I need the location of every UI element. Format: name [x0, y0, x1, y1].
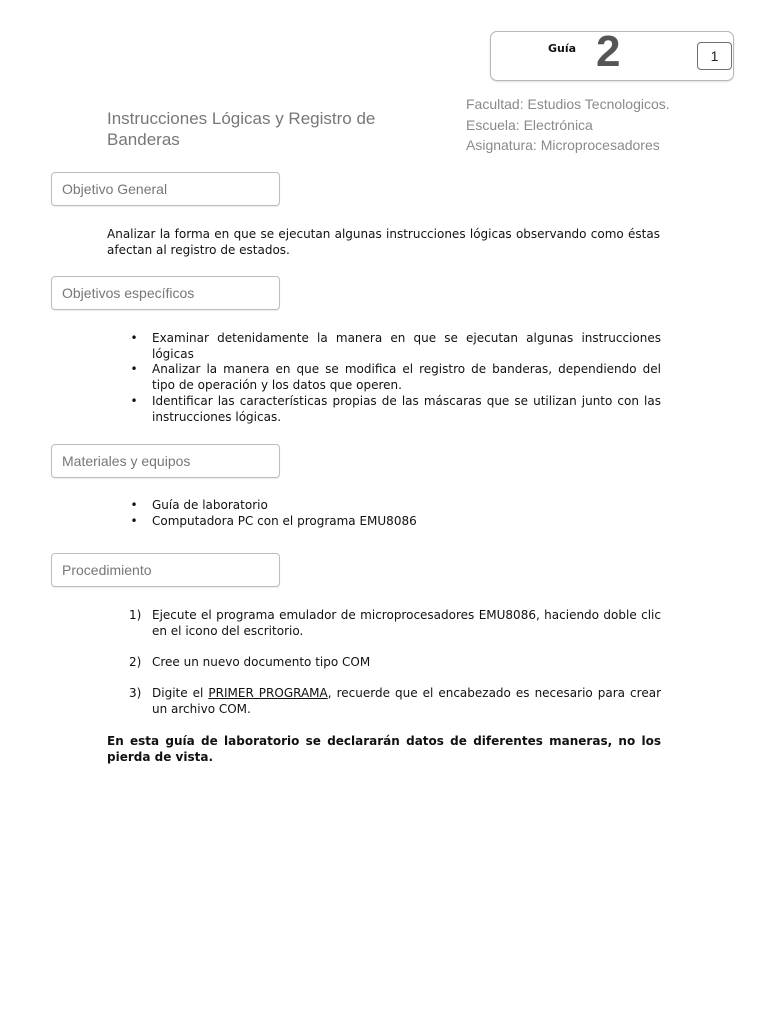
institution-info	[466, 94, 726, 156]
materials-list	[129, 498, 661, 529]
guide-label: Guía	[548, 42, 577, 55]
specific-objectives-heading-box	[51, 276, 280, 310]
specific-objective-text: Examinar detenidamente la manera en que se ejecutan algunas instrucciones lógicas	[152, 331, 661, 361]
step-text-suffix: , recuerde que el encabezado es necesario para crear un archivo COM.	[152, 686, 661, 716]
step-text: Ejecute el programa emulador de microprocesadores EMU8086, haciendo doble clic en el icono del escritorio.	[152, 608, 661, 638]
bullet-icon: •	[130, 362, 138, 377]
faculty-line: Facultad: Estudios Tecnologicos.	[466, 96, 670, 112]
specific-objective-text: Identificar las características propias de las máscaras que se utilizan junto con las instrucciones lógicas.	[152, 393, 661, 424]
step-text: Cree un nuevo documento tipo COM	[152, 655, 371, 669]
primer-programa-link[interactable]: PRIMER PROGRAMA	[208, 686, 328, 700]
general-objective-heading-box	[51, 172, 280, 206]
specific-objectives-heading: Objetivos específicos	[62, 285, 195, 301]
list-item	[129, 498, 661, 514]
step-text-prefix: Digite el	[152, 686, 209, 700]
specific-objective-text: Analizar la manera en que se modifica el registro de banderas, dependiendo del tipo de operación y los datos que operen.	[152, 362, 661, 393]
guide-number: 2	[596, 27, 621, 76]
procedure-heading: Procedimiento	[62, 562, 152, 578]
general-objective-heading: Objetivo General	[62, 181, 168, 197]
guide-header-box	[490, 27, 734, 81]
specific-objectives-list	[129, 331, 661, 425]
lab-guide-note: En esta guía de laboratorio se declararán datos de diferentes maneras, no los pierda de vista.	[107, 734, 661, 764]
procedure-step	[129, 607, 661, 639]
procedure-step	[129, 685, 661, 717]
materials-heading: Materiales y equipos	[62, 453, 191, 469]
material-item-text: Guía de laboratorio	[152, 498, 268, 512]
step-number: 3)	[129, 686, 142, 700]
list-item	[129, 514, 661, 530]
procedure-heading-box	[51, 553, 280, 587]
procedure-step	[129, 654, 661, 670]
list-item	[129, 331, 661, 362]
procedure-steps	[129, 607, 661, 732]
bullet-icon: •	[130, 513, 138, 528]
step-number: 2)	[129, 655, 142, 669]
list-item	[129, 394, 661, 425]
subject-line: Asignatura: Microprocesadores	[466, 137, 660, 153]
bullet-icon: •	[130, 498, 138, 512]
step-number: 1)	[129, 608, 142, 622]
general-objective-text: Analizar la forma en que se ejecutan algunas instrucciones lógicas observando como éstas afectan al registro de estados.	[107, 227, 660, 257]
school-line: Escuela: Electrónica	[466, 116, 593, 133]
page-number: 1	[697, 42, 732, 70]
bullet-icon: •	[130, 331, 138, 345]
materials-heading-box	[51, 444, 280, 478]
list-item	[129, 362, 661, 393]
bullet-icon: •	[130, 393, 138, 408]
material-item-text: Computadora PC con el programa EMU8086	[152, 513, 417, 528]
document-title: Instrucciones Lógicas y Registro de Banderas	[107, 109, 376, 149]
